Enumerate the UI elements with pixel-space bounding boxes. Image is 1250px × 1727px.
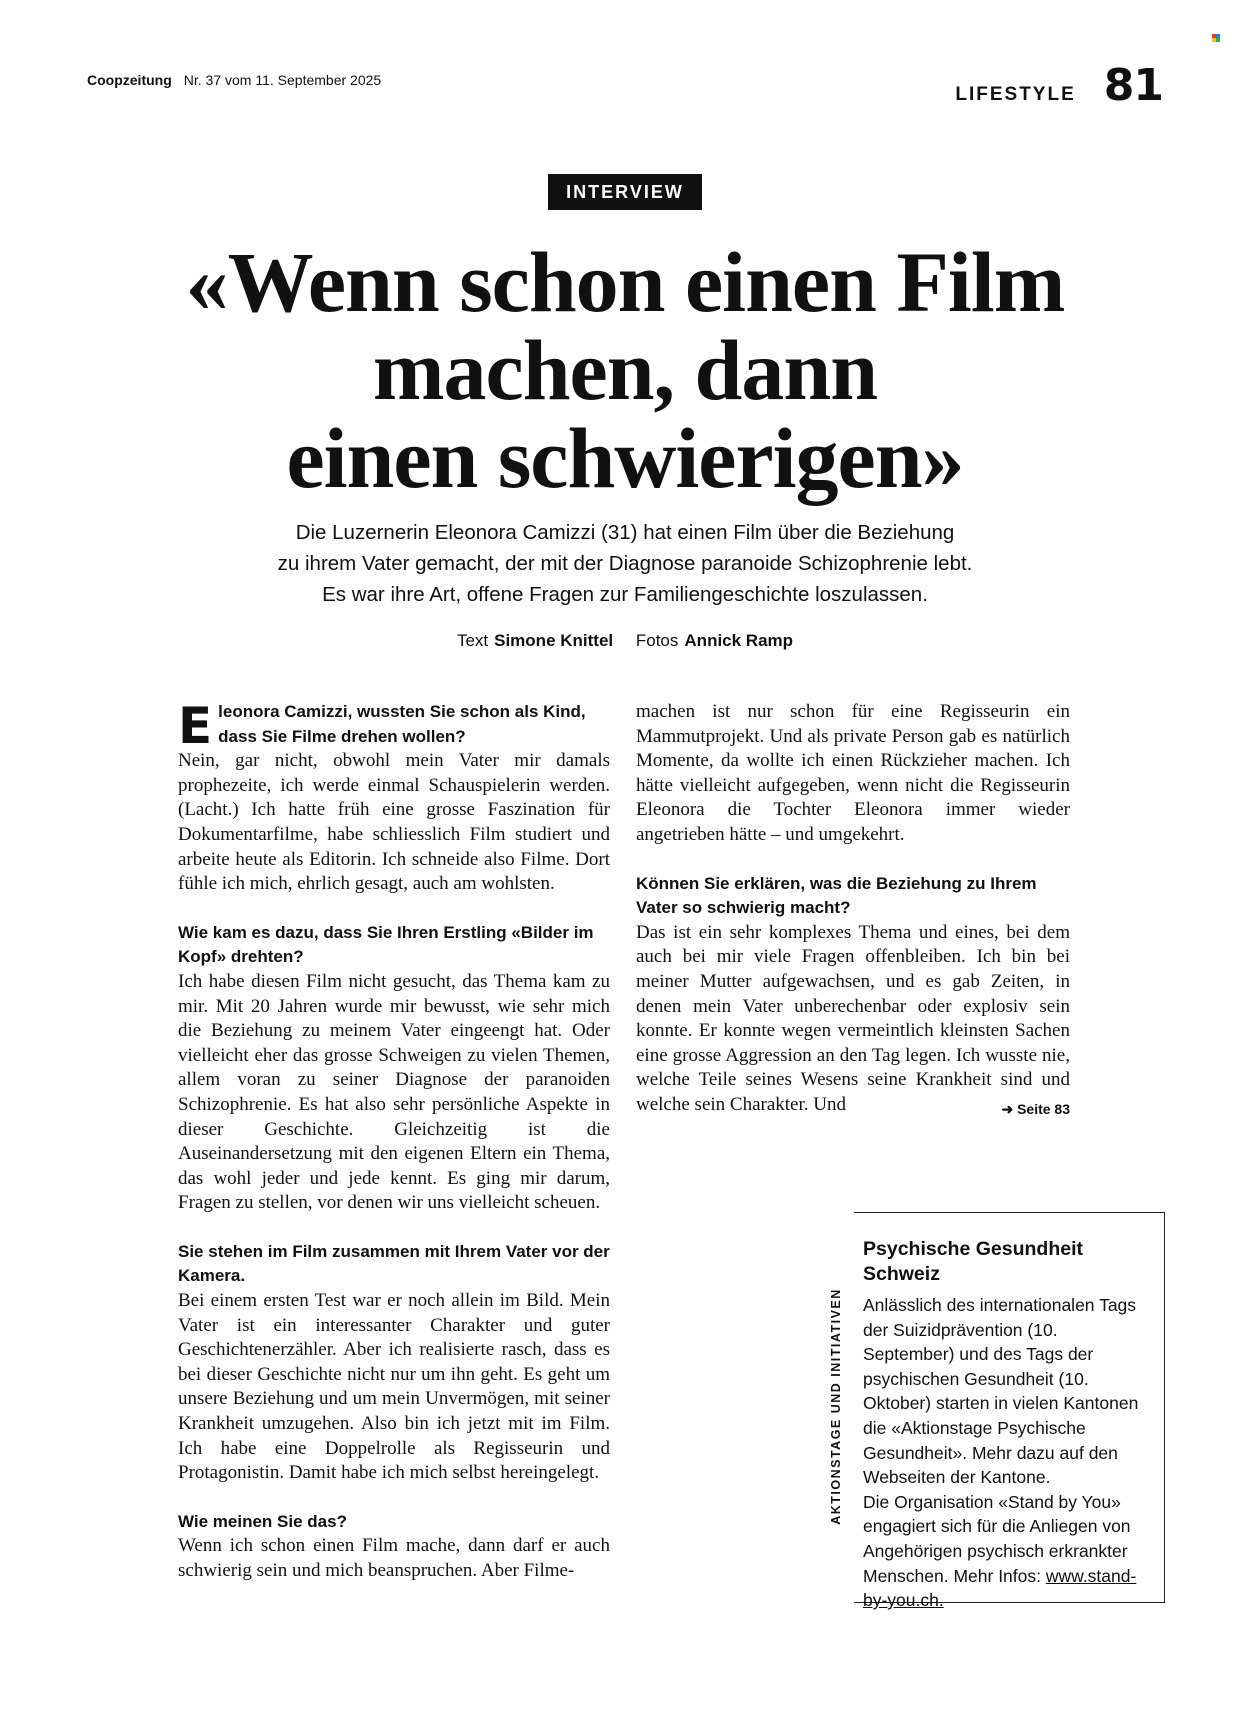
- question: Sie stehen im Film zusammen mit Ihrem Vater vor der Kamera.: [178, 1241, 610, 1286]
- info-box-text: Anlässlich des internationalen Tags der Suizidprävention (10. September) und des Tags der psychischen Gesundheit (10. Oktober) starten in vielen Kantonen die «Aktionstage Psychische Gesundheit». Mehr dazu auf den Webseiten der Kantone.: [863, 1295, 1139, 1488]
- credits: [0, 631, 1250, 651]
- publication-name: Coopzeitung: [87, 72, 172, 88]
- article-column-right: [636, 700, 1070, 1142]
- question: leonora Camizzi, wussten Sie schon als Kind, dass Sie Filme drehen wollen?: [218, 702, 586, 746]
- info-box-content: [863, 1237, 1150, 1613]
- photo-credit-label: Fotos: [635, 631, 679, 650]
- question: Wie meinen Sie das?: [178, 1511, 347, 1531]
- dropcap: E: [178, 697, 213, 755]
- headline-line: einen schwierigen»: [286, 410, 964, 506]
- article-tag: INTERVIEW: [548, 174, 702, 210]
- issue-info: Nr. 37 vom 11. September 2025: [183, 72, 382, 88]
- headline: [60, 234, 1190, 506]
- qa-block: [178, 921, 610, 1216]
- article-column-left: [178, 697, 610, 1608]
- photo-author: Annick Ramp: [684, 631, 794, 650]
- info-box-text-org: Die Organisation «Stand by You» engagiert sich für die Anliegen von Angehörigen psychisch erkrankter Menschen. Mehr Infos:: [863, 1491, 1131, 1586]
- lead-line: Die Luzernerin Eleonora Camizzi (31) hat einen Film über die Beziehung: [295, 521, 955, 544]
- info-box-side-label: [818, 1212, 854, 1603]
- color-mark-icon: [1212, 34, 1222, 42]
- qa-block: [178, 1510, 610, 1584]
- headline-line: «Wenn schon einen Film: [185, 234, 1065, 330]
- publication-info: [87, 72, 381, 88]
- qa-block: [178, 1240, 610, 1486]
- qa-block: [636, 872, 1070, 1118]
- info-box-side-text: AKTIONSTAGE UND INITIATIVEN: [829, 1288, 843, 1525]
- text-author: Simone Knittel: [494, 631, 614, 650]
- continuation-paragraph: [636, 700, 1070, 848]
- answer: Nein, gar nicht, obwohl mein Vater mir damals prophezeite, ich werde einmal Schauspielerin werden. (Lacht.) Ich hatte früh eine grosse Faszination für Dokumentarfilme, habe schliesslich Film studiert und arbeite heute als Editorin. Ich schneide also Filme. Dort fühle ich mich, ehrlich gesagt, auch am wohlsten.: [178, 750, 610, 895]
- page-number: 81: [1103, 60, 1163, 111]
- page-header: [87, 60, 1163, 112]
- answer: machen ist nur schon für eine Regisseurin ein Mammutprojekt. Und als private Person gab es natürlich Momente, da wollte ich einen Rückzieher machen. Ich hätte vielleicht aufgegeben, wenn nicht die Regisseurin Eleonora die Tochter Eleonora immer wieder angetrieben hätte – und umgekehrt.: [636, 701, 1070, 845]
- question: Können Sie erklären, was die Beziehung zu Ihrem Vater so schwierig macht?: [636, 873, 1037, 918]
- qa-block: [178, 697, 610, 897]
- answer: Das ist ein sehr komplexes Thema und eines, bei dem auch bei mir viele Fragen offenbleiben. Ich bin bei meiner Mutter aufgewachsen, und es gab Zeiten, in denen mein Vater unberechenbar oder explosiv sein konnte. Er konnte wegen vermeintlich kleinsten Sachen eine grosse Aggression an den Tag legen. Ich wusste nie, welche Teile seines Wesens seine Krankheit sind und welche sein Charakter. Und: [636, 921, 1070, 1115]
- info-box-title: Psychische Gesundheit Schweiz: [863, 1238, 1083, 1285]
- lead-paragraph: [150, 517, 1100, 610]
- answer: Wenn ich schon einen Film mache, dann darf er auch schwierig sein und mich beanspruchen. Aber Filme-: [178, 1535, 610, 1581]
- info-box-link[interactable]: www.stand-by-you.ch.: [863, 1565, 1137, 1611]
- lead-line: Es war ihre Art, offene Fragen zur Familiengeschichte loszulassen.: [322, 583, 928, 606]
- section-and-page: [955, 60, 1163, 111]
- answer: Ich habe diesen Film nicht gesucht, das Thema kam zu mir. Mit 20 Jahren wurde mir bewusst, wie sehr mich die Beziehung zu meinem Vater eingeengt hat. Oder vielleicht eher das grosse Schweigen zu vielen Themen, allem voran zu seiner Diagnose der paranoiden Schizophrenie. Es hat also sehr persönliche Aspekte in dieser Geschichte. Gleichzeitig ist die Auseinandersetzung mit den eigenen Eltern ein Thema, das wohl jeder und jede kennt. Es ging mir darum, Fragen zu stellen, vor denen wir uns vielleicht scheuen.: [178, 970, 610, 1214]
- info-box: [838, 1212, 1165, 1611]
- info-box-text-2: [863, 1490, 1150, 1613]
- section-name: LIFESTYLE: [955, 84, 1076, 105]
- lead-line: zu ihrem Vater gemacht, der mit der Diagnose paranoide Schizophrenie lebt.: [277, 552, 973, 575]
- question: Wie kam es dazu, dass Sie Ihren Erstling «Bilder im Kopf» drehten?: [178, 922, 594, 967]
- headline-line: machen, dann: [372, 322, 878, 418]
- text-credit-label: Text: [456, 631, 489, 650]
- continued-on-page-link[interactable]: ➜ Seite 83: [1001, 1100, 1070, 1117]
- answer: Bei einem ersten Test war er noch allein im Bild. Mein Vater ist ein interessanter Charakter und guter Geschichtenerzähler. Aber ich realisierte rasch, dass es bei dieser Geschichte nicht nur um ihn geht. Es geht um unsere Beziehung und um mein Unvermögen, mit seiner Krankheit umzugehen. Also bin ich jetzt mit im Film. Ich habe eine Doppelrolle als Regisseurin und Protagonistin. Damit habe ich mich selbst hereingelegt.: [178, 1290, 610, 1484]
